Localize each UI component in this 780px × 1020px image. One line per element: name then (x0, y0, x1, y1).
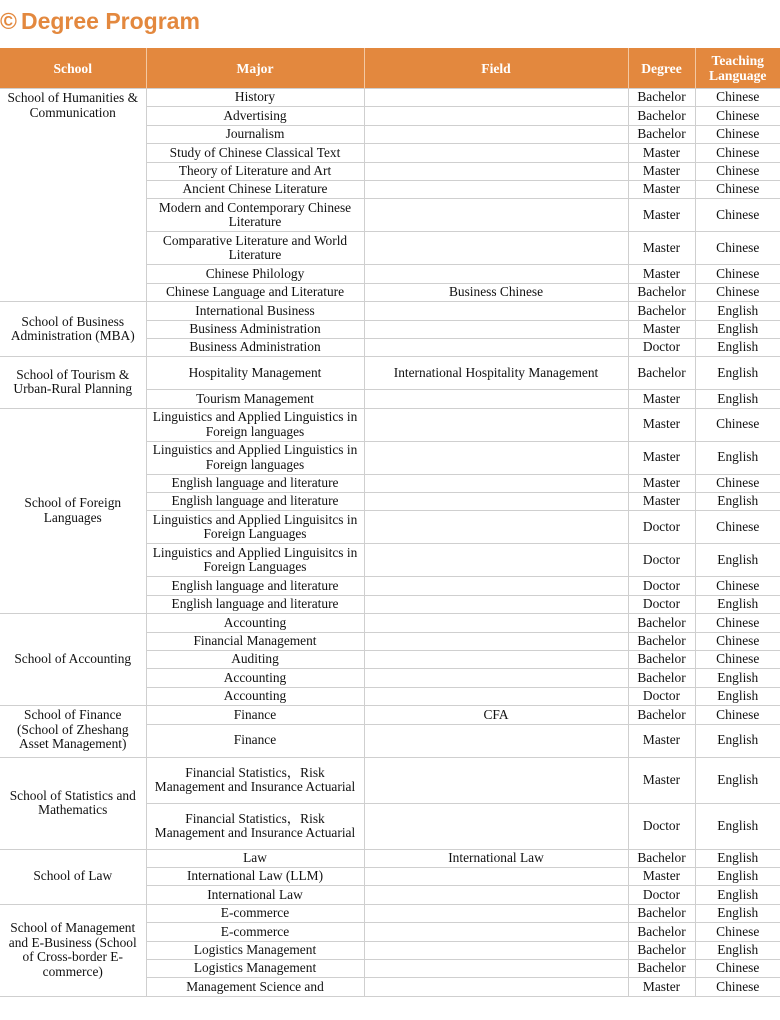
degree-cell: Master (628, 390, 695, 408)
teaching-language-cell: Chinese (695, 89, 780, 107)
major-cell: E-commerce (146, 923, 364, 941)
major-cell: English language and literature (146, 577, 364, 595)
teaching-language-cell: Chinese (695, 265, 780, 283)
degree-cell: Bachelor (628, 904, 695, 922)
major-cell: Chinese Language and Literature (146, 283, 364, 301)
field-cell (364, 959, 628, 977)
degree-cell: Master (628, 867, 695, 885)
degree-cell: Master (628, 408, 695, 441)
teaching-language-cell: Chinese (695, 180, 780, 198)
teaching-language-cell: Chinese (695, 283, 780, 301)
degree-cell: Bachelor (628, 959, 695, 977)
school-name-cell: School of Management and E-Business (School of Cross-border E-commerce) (0, 904, 146, 996)
major-cell: Auditing (146, 651, 364, 669)
school-name-cell: School of Accounting (0, 614, 146, 706)
major-cell: Linguistics and Applied Linguisitcs in Foreign Languages (146, 544, 364, 577)
major-cell: Ancient Chinese Literature (146, 180, 364, 198)
major-cell: Accounting (146, 687, 364, 705)
major-cell: Business Administration (146, 338, 364, 356)
degree-cell: Doctor (628, 803, 695, 849)
teaching-language-cell: English (695, 867, 780, 885)
degree-cell: Bachelor (628, 923, 695, 941)
field-cell (364, 180, 628, 198)
major-cell: Financial Statistics，Risk Management and Insurance Actuarial (146, 757, 364, 803)
degree-cell: Bachelor (628, 107, 695, 125)
header-language-line1: Teaching (711, 53, 764, 68)
major-cell: Modern and Contemporary Chinese Literature (146, 199, 364, 232)
teaching-language-cell: Chinese (695, 474, 780, 492)
school-name-cell: School of Humanities & Communication (0, 89, 146, 302)
degree-cell: Master (628, 493, 695, 511)
major-cell: Finance (146, 706, 364, 724)
degree-cell: Master (628, 320, 695, 338)
table-row (0, 408, 780, 441)
field-cell (364, 390, 628, 408)
degree-cell: Doctor (628, 687, 695, 705)
header-major: Major (146, 48, 364, 89)
degree-cell: Master (628, 199, 695, 232)
major-cell: Financial Management (146, 632, 364, 650)
major-cell: Tourism Management (146, 390, 364, 408)
major-cell: Logistics Management (146, 941, 364, 959)
header-school: School (0, 48, 146, 89)
major-cell: Business Administration (146, 320, 364, 338)
teaching-language-cell: English (695, 886, 780, 904)
degree-cell: Master (628, 724, 695, 757)
teaching-language-cell: English (695, 669, 780, 687)
table-row (0, 89, 780, 107)
field-cell (364, 669, 628, 687)
major-cell: Linguistics and Applied Linguistics in Foreign languages (146, 441, 364, 474)
field-cell: CFA (364, 706, 628, 724)
table-row (0, 706, 780, 724)
teaching-language-cell: English (695, 302, 780, 320)
field-cell: Business Chinese (364, 283, 628, 301)
teaching-language-cell: Chinese (695, 706, 780, 724)
field-cell (364, 724, 628, 757)
major-cell: International Law (LLM) (146, 867, 364, 885)
teaching-language-cell: Chinese (695, 577, 780, 595)
degree-cell: Doctor (628, 595, 695, 613)
table-row (0, 849, 780, 867)
field-cell (364, 595, 628, 613)
degree-cell: Bachelor (628, 941, 695, 959)
major-cell: International Law (146, 886, 364, 904)
major-cell: Management Science and (146, 978, 364, 996)
teaching-language-cell: Chinese (695, 632, 780, 650)
table-body (0, 89, 780, 997)
school-name-cell: School of Tourism & Urban-Rural Planning (0, 357, 146, 408)
field-cell (364, 941, 628, 959)
teaching-language-cell: English (695, 357, 780, 390)
degree-cell: Bachelor (628, 89, 695, 107)
teaching-language-cell: Chinese (695, 408, 780, 441)
degree-cell: Doctor (628, 338, 695, 356)
degree-cell: Doctor (628, 577, 695, 595)
teaching-language-cell: Chinese (695, 107, 780, 125)
major-cell: English language and literature (146, 493, 364, 511)
table-row (0, 904, 780, 922)
field-cell (364, 441, 628, 474)
teaching-language-cell: Chinese (695, 614, 780, 632)
major-cell: Hospitality Management (146, 357, 364, 390)
major-cell: Financial Statistics，Risk Management and Insurance Actuarial (146, 803, 364, 849)
degree-cell: Master (628, 232, 695, 265)
degree-cell: Master (628, 757, 695, 803)
header-field: Field (364, 48, 628, 89)
major-cell: E-commerce (146, 904, 364, 922)
table-row (0, 302, 780, 320)
field-cell: International Hospitality Management (364, 357, 628, 390)
teaching-language-cell: English (695, 320, 780, 338)
field-cell (364, 923, 628, 941)
field-cell (364, 338, 628, 356)
field-cell (364, 614, 628, 632)
degree-cell: Bachelor (628, 669, 695, 687)
field-cell (364, 302, 628, 320)
field-cell (364, 107, 628, 125)
major-cell: Linguistics and Applied Linguistics in Foreign languages (146, 408, 364, 441)
table-header-row (0, 48, 780, 89)
major-cell: English language and literature (146, 474, 364, 492)
field-cell (364, 904, 628, 922)
degree-cell: Doctor (628, 511, 695, 544)
degree-cell: Bachelor (628, 651, 695, 669)
field-cell (364, 408, 628, 441)
field-cell (364, 632, 628, 650)
teaching-language-cell: English (695, 338, 780, 356)
major-cell: Logistics Management (146, 959, 364, 977)
degree-cell: Doctor (628, 886, 695, 904)
major-cell: Chinese Philology (146, 265, 364, 283)
field-cell (364, 544, 628, 577)
field-cell (364, 757, 628, 803)
teaching-language-cell: English (695, 904, 780, 922)
copyright-mark: © (0, 8, 17, 34)
teaching-language-cell: Chinese (695, 978, 780, 996)
field-cell (364, 320, 628, 338)
degree-cell: Bachelor (628, 706, 695, 724)
degree-cell: Master (628, 265, 695, 283)
table-row (0, 757, 780, 803)
field-cell (364, 474, 628, 492)
major-cell: Accounting (146, 669, 364, 687)
field-cell (364, 978, 628, 996)
field-cell (364, 493, 628, 511)
teaching-language-cell: Chinese (695, 125, 780, 143)
major-cell: International Business (146, 302, 364, 320)
teaching-language-cell: Chinese (695, 959, 780, 977)
teaching-language-cell: English (695, 544, 780, 577)
header-teaching-language (695, 48, 780, 89)
major-cell: Advertising (146, 107, 364, 125)
major-cell: Comparative Literature and World Literature (146, 232, 364, 265)
degree-cell: Bachelor (628, 125, 695, 143)
degree-cell: Bachelor (628, 357, 695, 390)
degree-cell: Master (628, 978, 695, 996)
teaching-language-cell: English (695, 849, 780, 867)
degree-program-table (0, 48, 780, 997)
field-cell (364, 265, 628, 283)
degree-cell: Bachelor (628, 283, 695, 301)
table-row (0, 614, 780, 632)
field-cell (364, 199, 628, 232)
degree-cell: Master (628, 162, 695, 180)
field-cell (364, 511, 628, 544)
teaching-language-cell: English (695, 803, 780, 849)
field-cell (364, 232, 628, 265)
page-title (0, 8, 200, 42)
field-cell (364, 144, 628, 162)
school-name-cell: School of Law (0, 849, 146, 904)
major-cell: History (146, 89, 364, 107)
school-name-cell: School of Statistics and Mathematics (0, 757, 146, 849)
field-cell (364, 867, 628, 885)
major-cell: Law (146, 849, 364, 867)
teaching-language-cell: Chinese (695, 162, 780, 180)
header-degree: Degree (628, 48, 695, 89)
degree-cell: Master (628, 180, 695, 198)
header-language-line2: Language (709, 68, 767, 83)
teaching-language-cell: English (695, 595, 780, 613)
degree-cell: Bachelor (628, 632, 695, 650)
degree-cell: Doctor (628, 544, 695, 577)
school-name-cell: School of Finance (School of Zheshang Asset Management) (0, 706, 146, 757)
field-cell (364, 803, 628, 849)
teaching-language-cell: Chinese (695, 651, 780, 669)
teaching-language-cell: English (695, 757, 780, 803)
school-name-cell: School of Business Administration (MBA) (0, 302, 146, 357)
major-cell: Study of Chinese Classical Text (146, 144, 364, 162)
field-cell (364, 162, 628, 180)
teaching-language-cell: Chinese (695, 199, 780, 232)
degree-cell: Bachelor (628, 614, 695, 632)
major-cell: Journalism (146, 125, 364, 143)
teaching-language-cell: Chinese (695, 511, 780, 544)
teaching-language-cell: Chinese (695, 144, 780, 162)
teaching-language-cell: English (695, 687, 780, 705)
degree-cell: Master (628, 474, 695, 492)
major-cell: Finance (146, 724, 364, 757)
teaching-language-cell: English (695, 493, 780, 511)
major-cell: Linguistics and Applied Linguisitcs in Foreign Languages (146, 511, 364, 544)
field-cell (364, 651, 628, 669)
teaching-language-cell: Chinese (695, 232, 780, 265)
teaching-language-cell: English (695, 941, 780, 959)
field-cell: International Law (364, 849, 628, 867)
degree-cell: Master (628, 144, 695, 162)
table-row (0, 357, 780, 390)
teaching-language-cell: English (695, 724, 780, 757)
school-name-cell: School of Foreign Languages (0, 408, 146, 614)
teaching-language-cell: English (695, 441, 780, 474)
field-cell (364, 577, 628, 595)
major-cell: Theory of Literature and Art (146, 162, 364, 180)
major-cell: Accounting (146, 614, 364, 632)
degree-cell: Master (628, 441, 695, 474)
field-cell (364, 89, 628, 107)
teaching-language-cell: English (695, 390, 780, 408)
field-cell (364, 125, 628, 143)
major-cell: English language and literature (146, 595, 364, 613)
page-title-text: Degree Program (20, 8, 200, 34)
field-cell (364, 886, 628, 904)
teaching-language-cell: Chinese (695, 923, 780, 941)
degree-cell: Bachelor (628, 302, 695, 320)
degree-cell: Bachelor (628, 849, 695, 867)
field-cell (364, 687, 628, 705)
